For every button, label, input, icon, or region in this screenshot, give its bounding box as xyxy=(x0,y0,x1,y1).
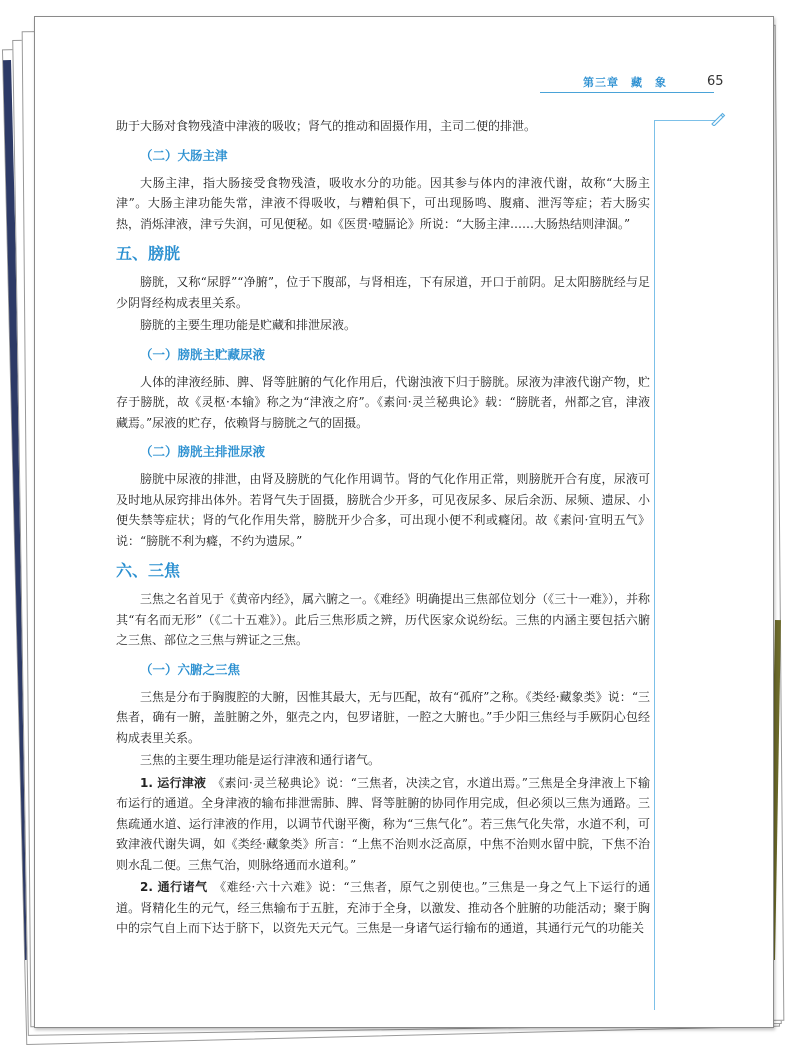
section-heading: 六、三焦 xyxy=(116,561,181,580)
paragraph: 膀胱的主要生理功能是贮藏和排泄尿液。 xyxy=(140,318,357,332)
subsection-heading: （二）膀胱主排泄尿液 xyxy=(140,444,266,459)
numbered-lead: 1. 运行津液 xyxy=(140,775,207,790)
header-rule xyxy=(540,92,714,93)
paragraph-body: 《素问·灵兰秘典论》说：“三焦者，决渎之官，水道出焉。”三焦是全身津液上下输布运行的通道。全身津液的输布排泄需肺、脾、肾等脏腑的协同作用完成，但必须以三焦为通路。三焦疏通水道、运行津液的作用，以调节代谢平衡，称为“三焦气化”。若三焦气化失常，水道不利，可致津液代谢失调，如《类经·藏象类》所言：“上焦不治则水泛高原，中焦不治则水留中脘，下焦不治则水乱二便。三焦气治，则脉络通而水道利。” xyxy=(116,775,650,872)
running-header-chapter: 第三章 藏 象 xyxy=(583,76,667,89)
page-number: 65 xyxy=(707,74,724,89)
paragraph: 人体的津液经肺、脾、肾等脏腑的气化作用后，代谢浊液下归于膀胱。尿液为津液代谢产物，贮存于膀胱，故《灵枢·本输》称之为“津液之府”。《素问·灵兰秘典论》载：“膀胱者，州都之官，津液藏焉。”尿液的贮存，依赖肾与膀胱之气的固摄。 xyxy=(116,374,650,430)
numbered-paragraph xyxy=(116,877,650,939)
subsection-heading: （二）大肠主津 xyxy=(140,147,228,163)
subsection-heading: （一）六腑之三焦 xyxy=(140,661,241,677)
subsection-heading: （一）膀胱主贮藏尿液 xyxy=(140,346,266,362)
pen-icon xyxy=(710,112,726,126)
paragraph-body: 《难经·六十六难》说：“三焦者，原气之别使也。”三焦是一身之气上下运行的通道。肾精化生的元气，经三焦输布于五脏，充沛于全身，以激发、推动各个脏腑的功能活动；聚于胸中的宗气自上而下达于脐下，以资先天元气。三焦是一身诸气运行输布的通道，其通行元气的功能关 xyxy=(116,880,650,935)
paragraph: 大肠主津，指大肠接受食物残渣，吸收水分的功能。因其参与体内的津液代谢，故称“大肠主津”。大肠主津功能失常，津液不得吸收，与糟粕俱下，可出现肠鸣、腹痛、泄泻等症；若大肠实热，消烁津液，津亏失润，可见便秘。如《医贯·噎膈论》所说：“大肠主津……大肠热结则津涸。” xyxy=(116,175,650,231)
numbered-paragraph xyxy=(116,773,650,876)
numbered-lead: 2. 通行诸气 xyxy=(140,880,208,894)
paragraph: 三焦之名首见于《黄帝内经》，属六腑之一。《难经》明确提出三焦部位划分（《三十一难》），并称其“有名而无形”（《二十五难》）。此后三焦形质之辨，历代医家众说纷纭。三焦的内涵主要包括六腑之三焦、部位之三焦与辨证之三焦。 xyxy=(116,592,651,647)
margin-note-rule xyxy=(654,120,655,1010)
margin-note-top-rule xyxy=(654,120,716,121)
paragraph: 膀胱中尿液的排泄，由肾及膀胱的气化作用调节。肾的气化作用正常，则膀胱开合有度，尿液可及时地从尿窍排出体外。若肾气失于固摄，膀胱合少开多，可见夜尿多、尿后余沥、尿频、遗尿、小便失禁等症状；肾的气化作用失常，膀胱开少合多，可出现小便不利或癃闭。故《素问·宣明五气》说：“膀胱不利为癃，不约为遗尿。” xyxy=(116,472,650,548)
paragraph: 助于大肠对食物残渣中津液的吸收；肾气的推动和固摄作用，主司二便的排泄。 xyxy=(116,119,537,133)
paragraph: 三焦的主要生理功能是运行津液和通行诸气。 xyxy=(140,753,381,767)
section-heading: 五、膀胱 xyxy=(116,244,181,263)
paragraph: 三焦是分布于胸腹腔的大腑，因惟其最大，无与匹配，故有“孤府”之称。《类经·藏象类》说：“三焦者，确有一腑，盖脏腑之外，躯壳之内，包罗诸脏，一腔之大腑也。”手少阳三焦经与手厥阴心包经构成表里关系。 xyxy=(116,689,650,745)
main-text xyxy=(116,116,650,945)
paragraph: 膀胱，又称“尿脬”“净腑”，位于下腹部，与肾相连，下有尿道，开口于前阴。足太阳膀胱经与足少阴肾经构成表里关系。 xyxy=(116,275,650,310)
